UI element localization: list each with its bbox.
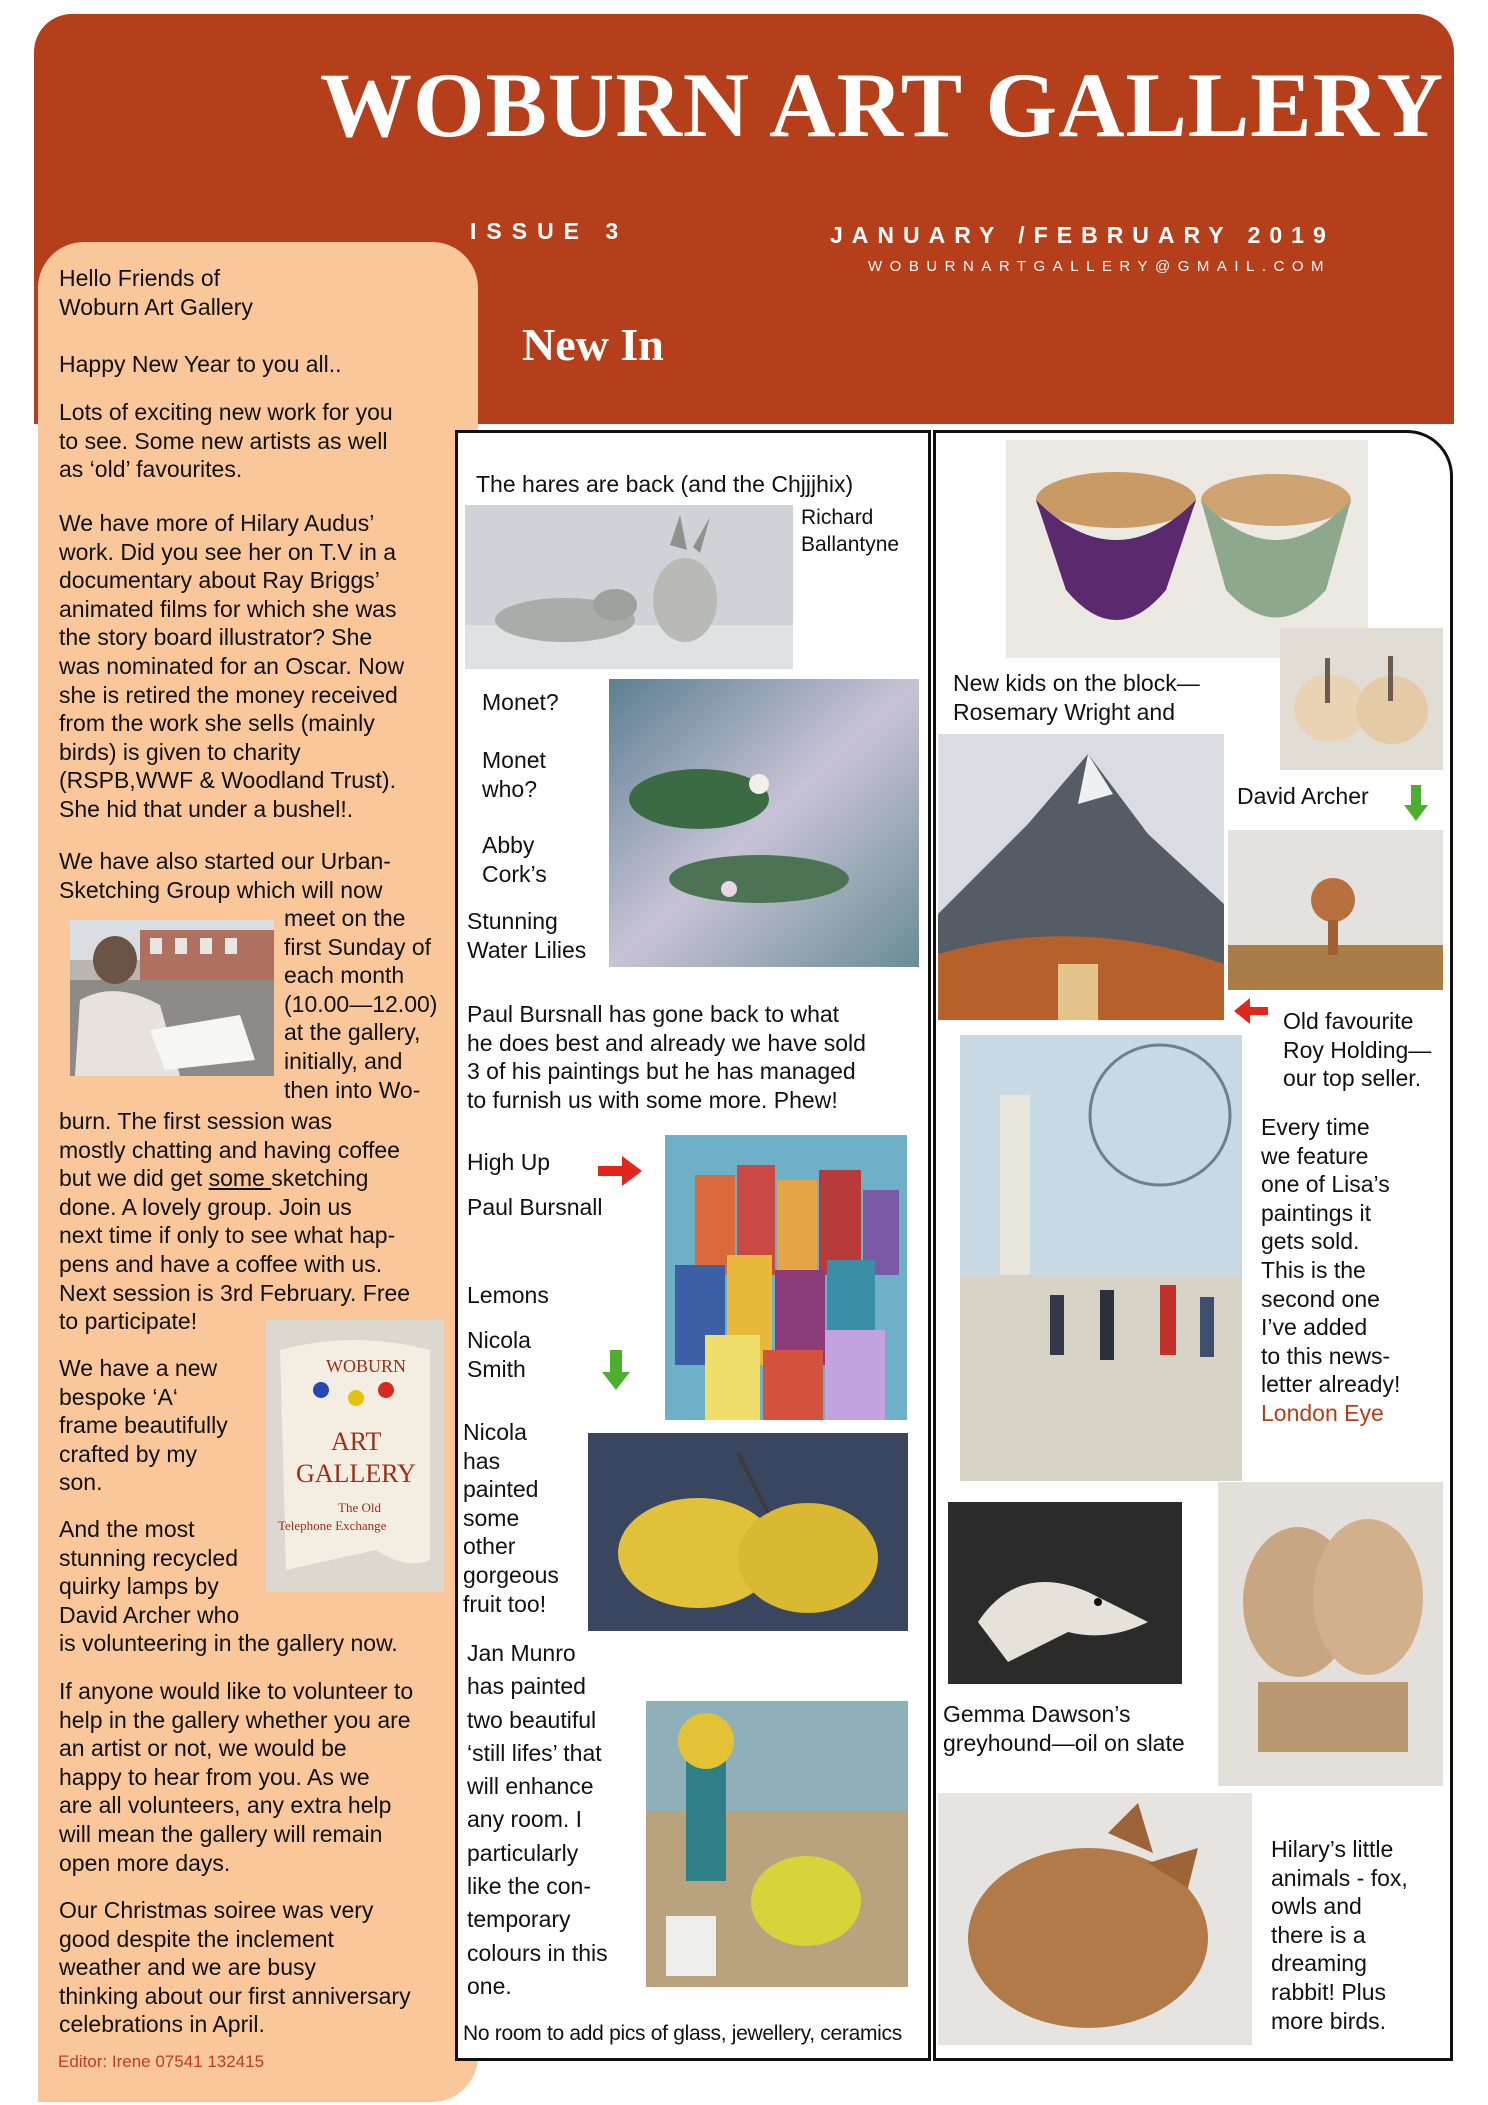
bowls-photo [1006,440,1368,658]
text-line: one. [467,1972,512,1999]
text-line: Our Christmas soiree was very [59,1897,374,1923]
text-line: paintings it [1261,1199,1371,1226]
sign-text: WOBURN [326,1356,406,1376]
text-line: particularly [467,1839,579,1866]
text-line: our top seller. [1283,1065,1422,1092]
text-line: some [463,1504,520,1531]
red-arrow-left-icon [1234,998,1268,1029]
text-line: each month [284,962,405,989]
text-line: then into Wo- [284,1076,421,1103]
sidebar-paragraph [59,847,391,904]
newsletter-title: WOBURN ART GALLERY [320,54,1445,156]
high-up-painting [665,1135,907,1420]
text-line: crafted by my [59,1440,198,1467]
text-line: happy to hear from you. As we [59,1763,370,1790]
text-line: I’ve added [1261,1314,1368,1341]
greeting-line: Hello Friends of [59,265,221,291]
text-line: bespoke ‘A‘ [59,1383,178,1410]
text-line: was nominated for an Oscar. Now [59,652,405,679]
text-line: gorgeous [463,1561,559,1588]
fox-sculpture-photo [938,1793,1252,2045]
gemma-caption [943,1700,1185,1757]
hilary-text [1271,1835,1408,2035]
text-line: Nicola [463,1419,527,1445]
text-line: thinking about our first anniversary [59,1982,411,2009]
text-line: We have more of Hilary Audus’ [59,510,375,536]
red-arrow-right-icon [598,1156,642,1191]
hares-photo [465,505,793,669]
text-line: weather and we are busy [59,1954,316,1981]
sidebar-paragraph [59,1515,398,1658]
text-line: Jan Munro [467,1640,576,1666]
text-line: Paul Bursnall has gone back to what [467,1001,840,1027]
green-arrow-down-icon [602,1350,630,1395]
text-line: one of Lisa’s [1261,1171,1390,1198]
text-line: next time if only to see what hap- [59,1222,396,1249]
text-line: Sketching Group which will now [59,876,383,903]
sidebar-paragraph [59,1896,411,2039]
text-line: Roy Holding— [1283,1036,1432,1063]
jan-munro-text [467,1637,608,2003]
section-heading: New In [522,319,664,370]
text-line: has [463,1447,501,1474]
text-line: Cork’s [482,860,547,887]
text-line: meet on the [284,905,406,931]
david-archer-caption: David Archer [1237,783,1369,809]
lisa-text [1261,1113,1400,1428]
text-line: initially, and [284,1047,403,1074]
text-line: there is a [1271,1921,1366,1948]
text-line: who? [482,775,537,802]
editor-contact: Editor: Irene 07541 132415 [58,2052,265,2071]
high-up-caption: High Up [467,1149,551,1175]
sidebar-paragraph [59,1107,410,1336]
text-line: mostly chatting and having coffee [59,1136,400,1163]
text-line: Gemma Dawson’s [943,1701,1131,1727]
text-line: Nicola [467,1327,531,1353]
text-line: dreaming [1271,1950,1367,1977]
sidebar-paragraph [59,398,393,484]
text-line: will mean the gallery will remain [59,1820,383,1847]
text-line: Smith [467,1355,526,1382]
text-line: fruit too! [463,1590,547,1617]
sign-text: Telephone Exchange [278,1518,387,1533]
issue-date: JANUARY /FEBRUARY 2019 [830,222,1335,248]
text-line: (10.00—12.00) [284,990,438,1017]
nicola-fruit-text [463,1418,559,1618]
water-lilies-painting [609,679,919,967]
lamp-photo [1228,830,1443,990]
text-line: any room. I [467,1806,583,1833]
text-line: the story board illustrator? She [59,624,373,651]
text-line: done. A lovely group. Join us [59,1193,352,1220]
text-line: ‘still lifes’ that [467,1739,602,1766]
hares-caption: The hares are back (and the Chjjjhix) [476,471,854,497]
text-span: but we did get [59,1165,209,1192]
text-line: Old favourite [1283,1008,1414,1034]
text-line: first Sunday of [284,933,432,960]
owls-photo [1218,1482,1443,1786]
lemons-caption: Lemons [467,1282,549,1308]
old-favourite-caption [1283,1007,1431,1093]
monet-caption [482,746,546,803]
text-line: letter already! [1261,1371,1401,1398]
text-line: New kids on the block— [953,670,1200,696]
text-line: gets sold. [1261,1228,1360,1255]
sidebar-paragraph [59,1354,228,1497]
text-line: owls and [1271,1893,1362,1920]
sign-text: GALLERY [296,1459,416,1488]
text-line: rabbit! Plus [1271,1978,1387,2005]
text-line: (RSPB,WWF & Woodland Trust). [59,767,396,794]
text-line: Lots of exciting new work for you [59,399,393,425]
lemons-painting [588,1433,908,1631]
text-line: to this news- [1261,1342,1391,1369]
text-line: open more days. [59,1849,231,1876]
contact-email[interactable]: WOBURNARTGALLERY@GMAIL.COM [868,258,1332,275]
high-up-artist: Paul Bursnall [467,1194,603,1220]
text-line: we feature [1261,1142,1369,1169]
text-line: quirky lamps by [59,1573,219,1600]
text-line: Water Lilies [467,936,587,963]
text-line: second one [1261,1285,1380,1312]
still-life-painting [646,1701,908,1987]
text-line: Next session is 3rd February. Free [59,1279,411,1306]
london-eye-label: London Eye [1261,1399,1384,1426]
text-line: Stunning [467,908,558,934]
text-line: Rosemary Wright and [953,698,1175,725]
greeting-line: Woburn Art Gallery [59,293,253,320]
text-line: work. Did you see her on T.V in a [59,538,397,565]
text-line: We have a new [59,1355,218,1381]
text-line: Monet [482,747,546,773]
text-line: burn. The first session was [59,1108,333,1134]
issue-number: ISSUE 3 [470,218,629,244]
text-line: stunning recycled [59,1544,238,1571]
text-line: to see. Some new artists as well [59,427,388,454]
text-line: temporary [467,1906,571,1933]
text-line: birds) is given to charity [59,738,301,765]
text-line: documentary about Ray Briggs’ [59,567,380,594]
text-line: good despite the inclement [59,1925,334,1952]
text-line: son. [59,1469,103,1496]
text-line: If anyone would like to volunteer to [59,1678,414,1704]
text-line: more birds. [1271,2007,1387,2034]
mountain-painting [938,734,1224,1020]
text-line: are all volunteers, any extra help [59,1792,392,1819]
greyhound-painting [948,1502,1182,1684]
lemons-artist [467,1326,531,1383]
text-line: has painted [467,1673,586,1700]
text-line: is volunteering in the gallery now. [59,1630,398,1657]
text-line: 3 of his paintings but he has managed [467,1058,856,1085]
text-line: This is the [1261,1256,1366,1283]
sign-text: The Old [338,1500,381,1515]
green-arrow-down-icon [1404,785,1428,826]
text-line: he does best and already we have sold [467,1029,866,1056]
text-line: from the work she sells (mainly [59,710,375,737]
text-line: painted [463,1476,539,1503]
text-line: greyhound—oil on slate [943,1729,1185,1756]
text-line: to furnish us with some more. Phew! [467,1086,838,1113]
text-line: other [463,1533,516,1560]
text-line [59,1164,410,1193]
underlined-text: some [208,1165,272,1192]
text-line: Happy New Year to you all.. [59,351,342,377]
text-line: pens and have a coffee with us. [59,1250,383,1277]
sketching-group-photo [70,920,274,1076]
text-line: Every time [1261,1114,1370,1140]
text-line: two beautiful [467,1706,597,1733]
text-line: frame beautifully [59,1412,228,1439]
sign-text: ART [331,1427,382,1456]
sidebar-paragraph-wrap [284,904,437,1104]
text-line: at the gallery, [284,1019,421,1046]
text-line: like the con- [467,1873,592,1900]
text-line: Ballantyne [801,533,900,556]
sidebar-paragraph [59,350,342,379]
text-line: an artist or not, we would be [59,1735,347,1762]
text-line: will enhance [467,1773,594,1800]
text-line: We have also started our Urban- [59,848,391,874]
text-line: David Archer who [59,1601,240,1628]
monet-caption: Monet? [482,689,559,715]
greeting [59,264,253,321]
paul-bursnall-text [467,1000,866,1114]
text-line: help in the gallery whether you are [59,1706,411,1733]
text-line: colours in this [467,1939,608,1966]
text-line: animals - fox, [1271,1864,1408,1891]
london-eye-painting [960,1035,1242,1481]
text-line: celebrations in April. [59,2011,265,2038]
text-line: Richard [801,506,874,529]
text-line: to participate! [59,1308,198,1335]
hares-artist [801,504,899,558]
text-span: sketching [271,1165,369,1192]
text-line: she is retired the money received [59,681,398,708]
text-line: Abby [482,832,535,858]
no-room-note: No room to add pics of glass, jewellery, ceramics [463,2022,902,2045]
text-line: She hid that under a bushel!. [59,795,354,822]
text-line: as ‘old’ favourites. [59,456,243,483]
pots-photo [1280,628,1443,770]
sidebar-paragraph [59,509,404,824]
text-line: And the most [59,1516,195,1542]
monet-caption [482,831,547,888]
new-kids-caption [953,669,1200,726]
monet-caption [467,907,586,964]
sidebar-paragraph [59,1677,413,1877]
text-line: Hilary’s little [1271,1836,1394,1862]
text-line: animated films for which she was [59,595,397,622]
